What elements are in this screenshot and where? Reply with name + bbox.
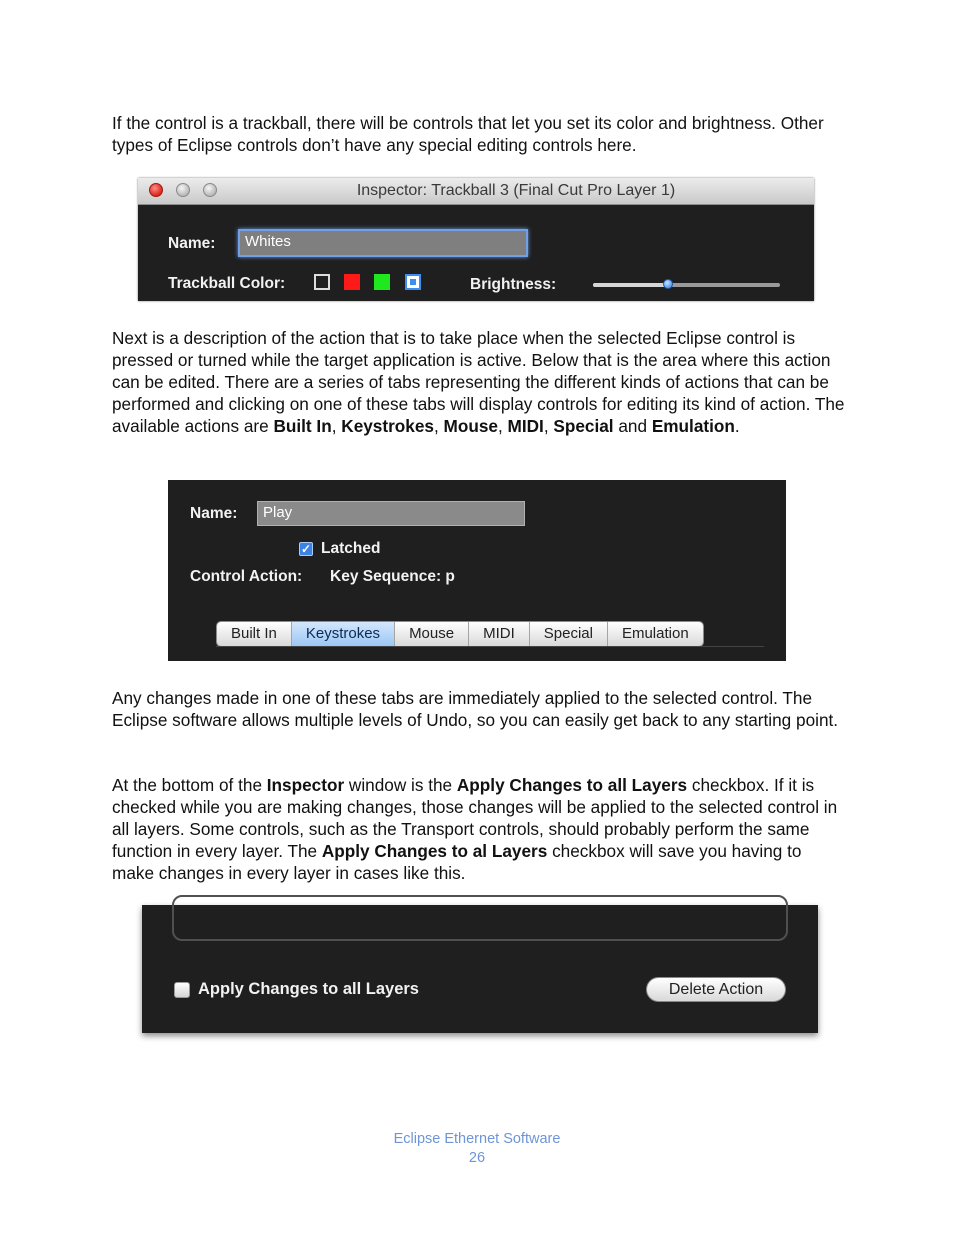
inspector-bottom-screenshot	[142, 905, 818, 1033]
action-name-label: Name:	[190, 505, 238, 522]
color-swatch-green[interactable]	[374, 274, 390, 290]
brightness-slider-knob[interactable]	[663, 279, 673, 289]
brightness-slider[interactable]	[593, 283, 780, 287]
action-name-field[interactable]: Play	[257, 501, 525, 526]
latched-checkbox[interactable]: ✓	[300, 542, 312, 556]
tab-emulation[interactable]: Emulation	[608, 622, 703, 646]
action-editor-frame	[172, 895, 788, 941]
action-tabs	[216, 621, 704, 647]
window-titlebar	[138, 178, 814, 205]
name-label: Name:	[168, 235, 216, 252]
footer-title: Eclipse Ethernet Software	[393, 1131, 561, 1147]
action-panel-screenshot	[168, 480, 786, 661]
delete-action-button[interactable]: Delete Action	[646, 977, 786, 1002]
inspector-window-screenshot	[138, 178, 814, 301]
latched-label: Latched	[321, 540, 381, 557]
brightness-slider-fill	[593, 283, 668, 287]
tab-mouse[interactable]: Mouse	[395, 622, 469, 646]
color-swatch-white[interactable]	[314, 274, 330, 290]
tab-keystrokes[interactable]: Keystrokes	[292, 622, 395, 646]
page-number: 26	[468, 1150, 486, 1166]
tab-special[interactable]: Special	[530, 622, 608, 646]
tab-divider	[216, 646, 764, 647]
actions-paragraph: Next is a description of the action that is to take place when the selected Eclipse control is pressed or turned while the target application is active. Below that is the area where this action can be edited. There are a series of tabs representing the different kinds of actions that can be performed and clicking on one of these tabs will display controls for editing its kind of action. The available actions are Built In, Keystrokes, Mouse, MIDI, Special and Emulation.	[112, 328, 845, 436]
color-swatch-blue[interactable]	[405, 274, 421, 290]
control-action-value: Key Sequence: p	[330, 568, 455, 585]
brightness-label: Brightness:	[470, 276, 557, 293]
color-swatch-red[interactable]	[344, 274, 360, 290]
window-title: Inspector: Trackball 3 (Final Cut Pro Layer 1)	[356, 182, 676, 199]
intro-paragraph: If the control is a trackball, there will be controls that let you set its color and brightness. Other types of Eclipse controls don’t have any special editing controls here.	[112, 113, 824, 155]
apply-changes-paragraph: At the bottom of the Inspector window is the Apply Changes to all Layers checkbox. If it is checked while you are making changes, those changes will be applied to the selected control in all layers. Some controls, such as the Transport controls, should probably perform the same function in every layer. The Apply Changes to al Layers checkbox will save you having to make changes in every layer in cases like this.	[112, 775, 838, 883]
apply-changes-checkbox[interactable]	[174, 982, 190, 998]
name-field[interactable]: Whites	[238, 229, 528, 257]
trackball-color-label: Trackball Color:	[168, 275, 286, 292]
undo-paragraph: Any changes made in one of these tabs are immediately applied to the selected control. The Eclipse software allows multiple levels of Undo, so you can easily get back to any starting point.	[112, 688, 839, 730]
tab-midi[interactable]: MIDI	[469, 622, 530, 646]
control-action-label: Control Action:	[190, 568, 303, 585]
tab-built-in[interactable]: Built In	[217, 622, 292, 646]
apply-changes-label: Apply Changes to all Layers	[198, 980, 419, 998]
